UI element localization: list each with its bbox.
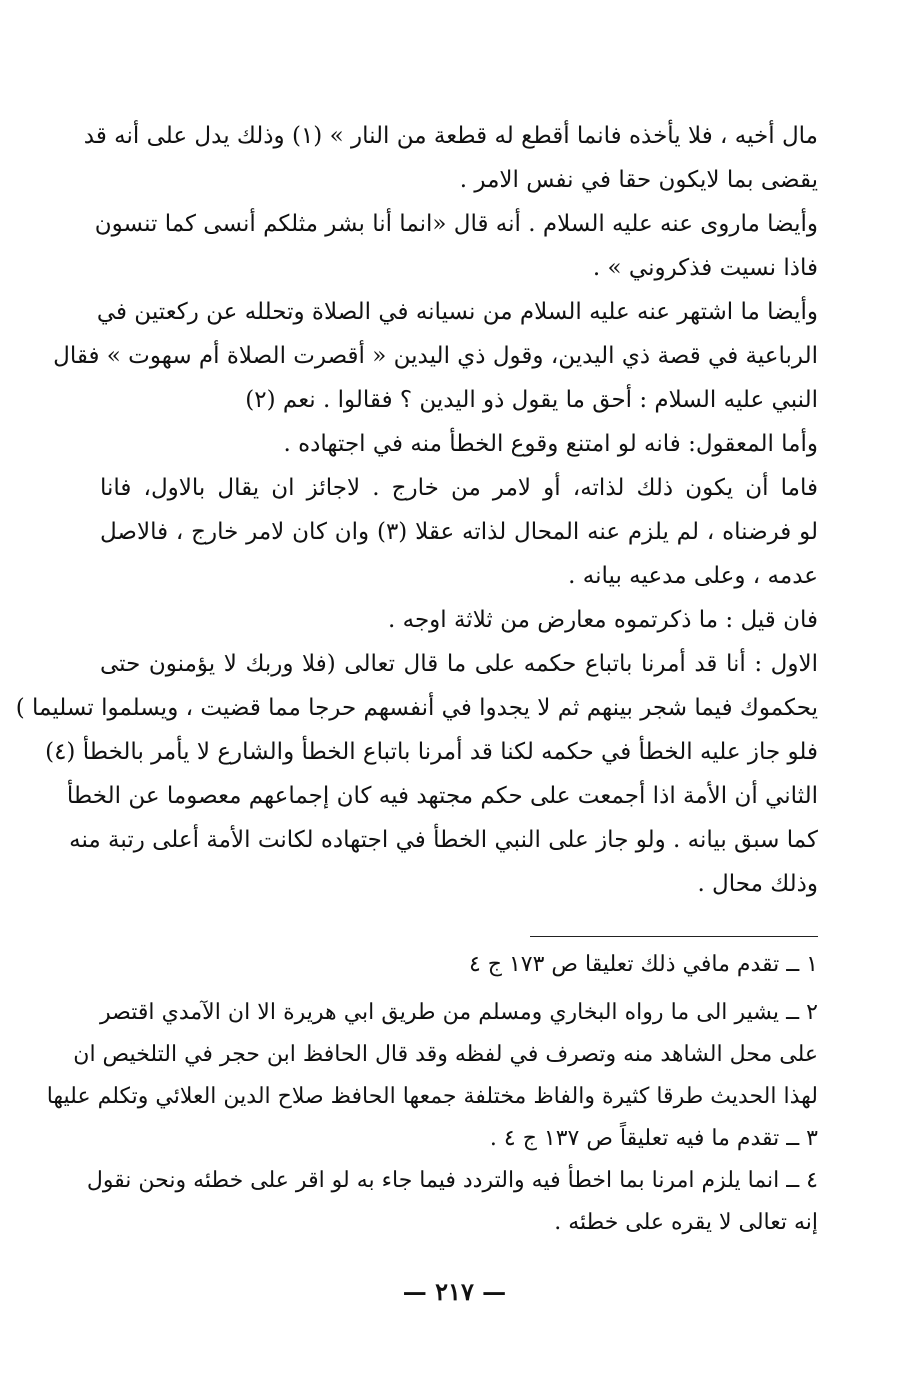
footnotes-block xyxy=(46,944,818,1244)
body-line: فلو جاز عليه الخطأ في حكمه لكنا قد أمرنا باتباع الخطأ والشارع لا يأمر بالخطأ (٤) xyxy=(45,739,818,765)
body-line: الثاني أن الأمة اذا أجمعت على حكم مجتهد فيه كان إجماعهم معصوما عن الخطأ xyxy=(66,783,818,809)
footnote-line: ٢ ــ يشير الى ما رواه البخاري ومسلم من طريق ابي هريرة الا ان الآمدي اقتصر xyxy=(100,1000,818,1025)
body-line: النبي عليه السلام : أحق ما يقول ذو اليدين ؟ فقالوا . نعم (٢) xyxy=(245,387,818,413)
footnote-line: لهذا الحديث طرقا كثيرة والفاظ مختلفة جمعها الحافظ صلاح الدين العلائي وتكلم عليها xyxy=(46,1084,818,1109)
body-line: يقضى بما لايكون حقا في نفس الامر . xyxy=(459,167,818,193)
body-line: الاول : أنا قد أمرنا باتباع حكمه على ما قال تعالى (فلا وربك لا يؤمنون حتى xyxy=(100,651,818,677)
body-line: الرباعية في قصة ذي اليدين، وقول ذي اليدين « أقصرت الصلاة أم سهوت » فقال xyxy=(53,343,818,369)
body-line: وأيضا ماروى عنه عليه السلام . أنه قال «انما أنا بشر مثلكم أنسى كما تنسون xyxy=(94,211,818,237)
body-line: يحكموك فيما شجر بينهم ثم لا يجدوا في أنفسهم حرجا مما قضيت ، ويسلموا تسليما ) xyxy=(15,695,818,721)
footnote-line: على محل الشاهد منه وتصرف في لفظه وقد قال الحافظ ابن حجر في التلخيص ان xyxy=(73,1042,818,1067)
footnote-line: إنه تعالى لا يقره على خطئه . xyxy=(554,1210,818,1235)
body-line: كما سبق بيانه . ولو جاز على النبي الخطأ في اجتهاده لكانت الأمة أعلى رتبة منه xyxy=(69,827,818,853)
page-number: — ٢١٧ — xyxy=(402,1277,507,1306)
body-line: فاذا نسيت فذكروني » . xyxy=(592,255,818,281)
main-text-block xyxy=(15,114,818,906)
body-line: وأيضا ما اشتهر عنه عليه السلام من نسيانه في الصلاة وتحلله عن ركعتين في xyxy=(96,299,818,325)
body-line: وذلك محال . xyxy=(697,871,818,897)
body-line: فاما أن يكون ذلك لذاته، أو لامر من خارج . لاجائز ان يقال بالاول، فانا xyxy=(100,475,818,501)
footnote-line: ٣ ــ تقدم ما فيه تعليقاً ص ١٣٧ ج ٤ . xyxy=(489,1126,818,1151)
footnote-line: ٤ ــ انما يلزم امرنا بما اخطأ فيه والتردد فيما جاء به لو اقر على خطئه ونحن نقول xyxy=(86,1168,818,1193)
body-line: لو فرضناه ، لم يلزم عنه المحال لذاته عقلا (٣) وان كان لامر خارج ، فالاصل xyxy=(100,519,818,545)
body-line: عدمه ، وعلى مدعيه بيانه . xyxy=(568,563,818,589)
body-line: وأما المعقول: فانه لو امتنع وقوع الخطأ منه في اجتهاده . xyxy=(283,431,818,457)
footnote-line: ١ ــ تقدم مافي ذلك تعليقا ص ١٧٣ ج ٤ xyxy=(468,952,818,977)
footnote-divider xyxy=(530,936,818,937)
body-line: فان قيل : ما ذكرتموه معارض من ثلاثة اوجه . xyxy=(387,607,818,633)
body-line: مال أخيه ، فلا يأخذه فانما أقطع له قطعة من النار » (١) وذلك يدل على أنه قد xyxy=(83,123,818,149)
